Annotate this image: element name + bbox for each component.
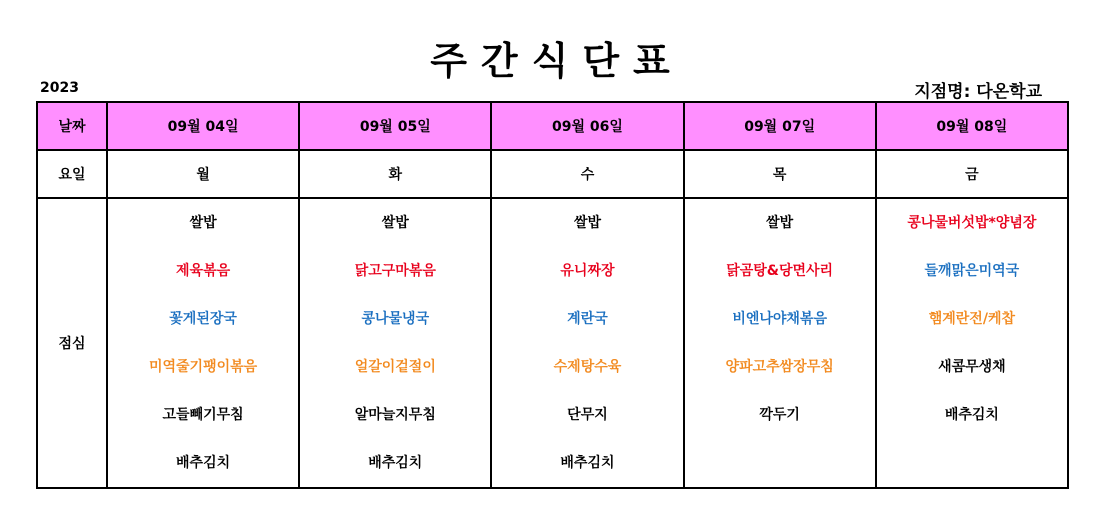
menu-item: 배추김치 xyxy=(944,407,999,423)
menu-item: 쌀밥 xyxy=(573,215,601,231)
menu-item: 꽃게된장국 xyxy=(169,311,237,327)
menu-item: 쌀밥 xyxy=(189,215,217,231)
menu-item: 닭고구마볶음 xyxy=(354,263,436,279)
weekday-cell: 목 xyxy=(684,150,876,198)
lunch-cell xyxy=(876,198,1068,488)
year-label: 2023 xyxy=(40,80,79,96)
weekday-cell: 금 xyxy=(876,150,1068,198)
date-cell: 09월 07일 xyxy=(684,102,876,150)
menu-item: 비엔나야채볶음 xyxy=(732,311,827,327)
menu-item: 콩나물냉국 xyxy=(361,311,430,327)
menu-item: 알마늘지무침 xyxy=(354,407,436,423)
lunch-cell xyxy=(491,198,683,488)
menu-item: 고들빼기무침 xyxy=(162,407,244,423)
lunch-cell xyxy=(299,198,491,488)
menu-item: 들깨맑은미역국 xyxy=(924,263,1020,279)
menu-item: 햄계란전/케찹 xyxy=(928,311,1015,327)
menu-item: 양파고추쌈장무침 xyxy=(725,359,834,375)
menu-item: 콩나물버섯밥*양념장 xyxy=(907,215,1037,231)
menu-item: 새콤무생채 xyxy=(938,359,1006,375)
weekly-menu-table xyxy=(36,101,1069,489)
date-cell: 09월 08일 xyxy=(876,102,1068,150)
date-cell: 09월 05일 xyxy=(299,102,491,150)
menu-item: 깍두기 xyxy=(759,407,800,423)
menu-item: 닭곰탕&당면사리 xyxy=(726,263,834,279)
menu-item: 쌀밥 xyxy=(381,215,409,231)
weekday-row-label: 요일 xyxy=(37,150,107,198)
menu-item: 배추김치 xyxy=(368,455,423,471)
page-title: 주간식단표 xyxy=(430,39,684,83)
menu-item: 단무지 xyxy=(567,407,608,423)
menu-item: 배추김치 xyxy=(560,455,615,471)
branch-label: 지점명: 다온학교 xyxy=(914,82,1042,102)
weekday-row xyxy=(37,150,1068,198)
date-cell: 09월 06일 xyxy=(491,102,683,150)
lunch-cell xyxy=(684,198,876,488)
lunch-cell xyxy=(107,198,299,488)
menu-item: 얼갈이겉절이 xyxy=(354,359,436,375)
menu-item: 배추김치 xyxy=(176,455,231,471)
weekday-cell: 수 xyxy=(491,150,683,198)
lunch-row-label: 점심 xyxy=(37,198,107,488)
menu-item: 유니짜장 xyxy=(560,263,615,279)
menu-item: 미역줄기팽이볶음 xyxy=(148,359,258,375)
date-cell: 09월 04일 xyxy=(107,102,299,150)
weekday-cell: 화 xyxy=(299,150,491,198)
menu-item: 제육볶음 xyxy=(176,263,231,279)
menu-item: 쌀밥 xyxy=(766,215,794,231)
menu-item: 계란국 xyxy=(567,311,608,327)
menu-item: 수제탕수육 xyxy=(553,359,622,375)
weekday-cell: 월 xyxy=(107,150,299,198)
date-row-label: 날짜 xyxy=(37,102,107,150)
date-row xyxy=(37,102,1068,150)
lunch-row xyxy=(37,198,1068,488)
